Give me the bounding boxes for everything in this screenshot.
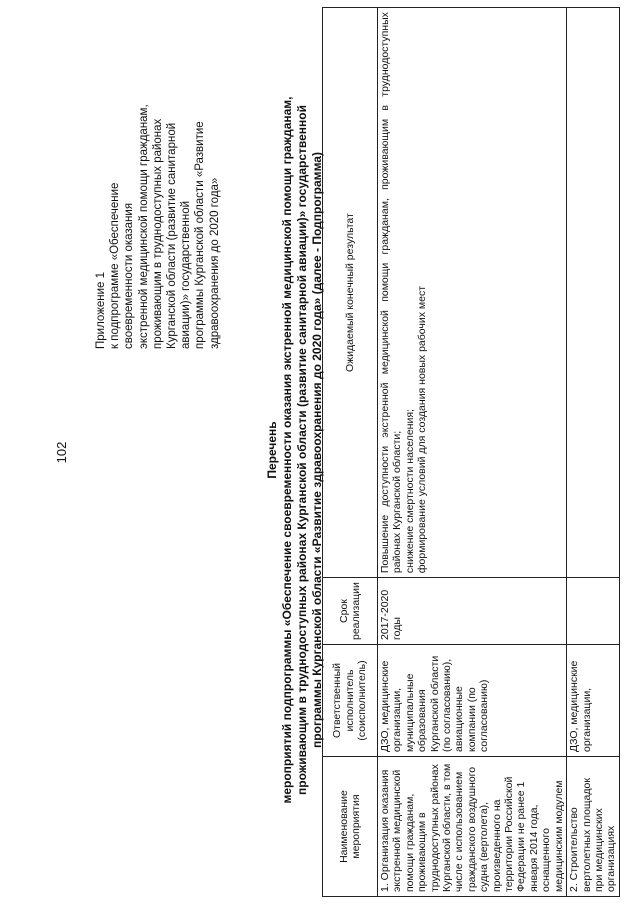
- result-line: формирование условий для создания новых рабочих мест: [416, 285, 429, 574]
- appendix-line: экстренной медицинской помощи гражданам,: [137, 104, 150, 349]
- appendix-line: Курганской области (развитие санитарной: [166, 122, 179, 349]
- heading-title: Перечень: [265, 421, 279, 479]
- appendix-line: Приложение 1: [95, 271, 107, 349]
- result-line: Повышение доступности экстренной медицинской помощи гражданам, проживающим в труднодоступных районах Курганской области;: [379, 12, 404, 574]
- cell-result: [567, 8, 620, 578]
- cell-executor: ДЗО, медицинские организации, муниципальные образования Курганской области (по согласованию), авиационные компании (по согласованию): [378, 645, 567, 757]
- appendix-line: проживающим в труднодоступных районах: [151, 118, 164, 349]
- document-heading: [265, 35, 325, 865]
- appendix-line: программы Курганской области «Развитие: [194, 121, 207, 349]
- cell-name: 2. Строительство вертолетных площадок при медицинских организациях: [567, 757, 620, 897]
- cell-result: [378, 8, 567, 578]
- header-name: Наименование мероприятия: [323, 757, 378, 897]
- header-term: Срок реализации: [323, 578, 378, 645]
- appendix-line: авиации)» государственной: [180, 200, 193, 349]
- appendix-line: к подпрограмме «Обеспечение: [109, 182, 122, 349]
- cell-name: 1. Организация оказания экстренной медицинской помощи гражданам, проживающим в труднодоступных районах Курганской области, в том числе с использованием гражданского воздушного судна (вертолета), произведенного на территории Российской Федерации не ранее 1 января 2014 года, оснащенного медицинским модулем: [378, 757, 567, 897]
- heading-line: проживающим в труднодоступных районах Курганской области (развитие санитарной авиации)» государственной: [295, 105, 309, 795]
- appendix-block: [94, 49, 222, 349]
- cell-executor: ДЗО, медицинские организации,: [567, 645, 620, 757]
- header-result: Ожидаемый конечный результат: [323, 8, 378, 578]
- table-row: [567, 8, 620, 897]
- appendix-line: здравоохранения до 2020 года»: [208, 177, 221, 349]
- page-number: 102: [54, 441, 69, 464]
- result-line: снижение смертности населения;: [403, 409, 416, 574]
- cell-term: [567, 578, 620, 645]
- measures-table: [322, 7, 620, 897]
- heading-line: программы Курганской области «Развитие здравоохранения до 2020 года» (далее - Подпрограмма): [310, 152, 324, 748]
- appendix-line: своевременности оказания: [123, 202, 136, 349]
- cell-term: 2017-2020 годы: [378, 578, 567, 645]
- heading-line: мероприятий подпрограммы «Обеспечение своевременности оказания экстренной медицинской помощи гражданам,: [280, 96, 294, 804]
- table-header-row: [323, 8, 378, 897]
- table-row: [378, 8, 567, 897]
- header-executor: Ответственный исполнитель (соисполнитель): [323, 645, 378, 757]
